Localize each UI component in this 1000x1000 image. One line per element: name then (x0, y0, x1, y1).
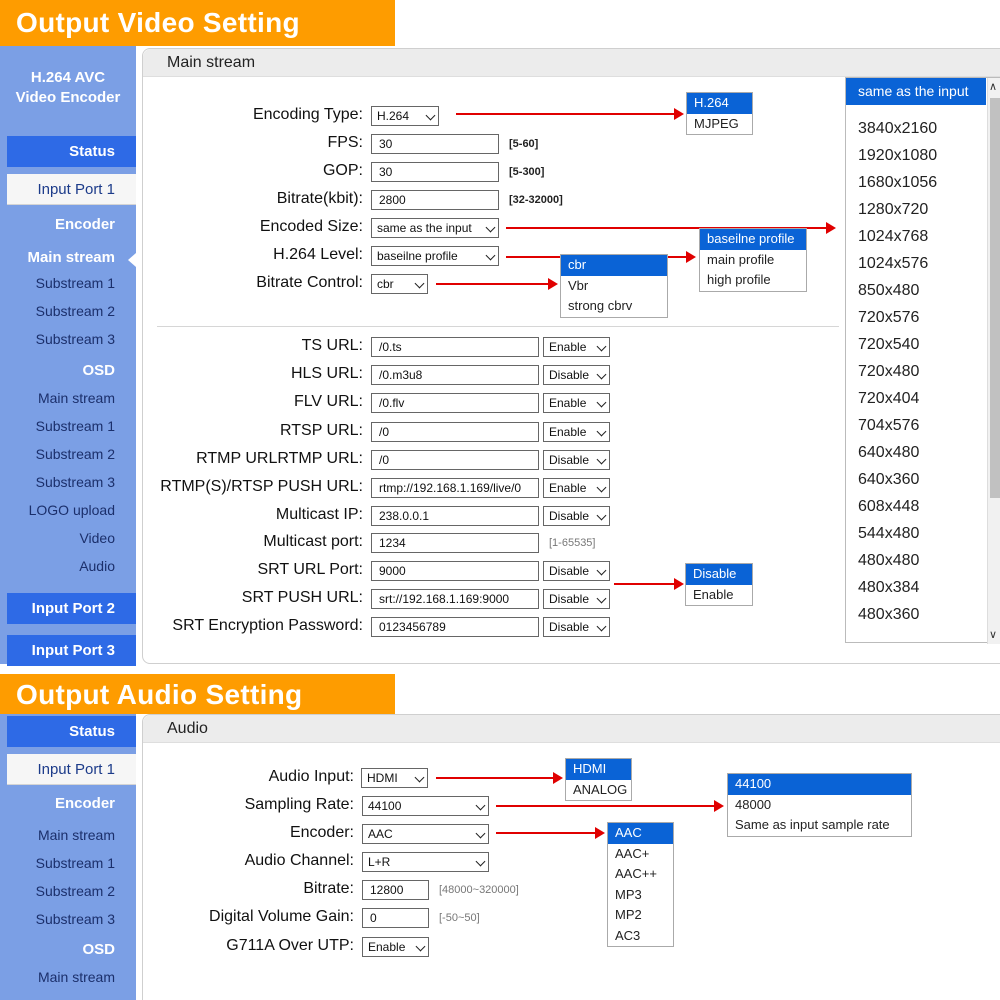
sidebar-osd-substream-2[interactable]: Substream 2 (35, 446, 115, 462)
dropdown-option[interactable]: Disable (686, 564, 752, 585)
audio-encoder-options (607, 822, 674, 947)
encoded-size-option[interactable]: 720x404 (858, 390, 920, 407)
chevron-down-icon (486, 251, 496, 261)
dropdown-option[interactable]: 44100 (728, 774, 911, 795)
fps-input[interactable]: 30 (371, 134, 499, 154)
chevron-down-icon (415, 279, 425, 289)
srt-row-state-select[interactable]: Disable (543, 561, 610, 581)
audio-header: Audio (143, 715, 1000, 743)
sidebar-osd-header[interactable]: OSD (82, 941, 115, 958)
audio-input-select[interactable]: HDMI (361, 768, 428, 788)
encoded-size-option[interactable]: 480x384 (858, 579, 920, 596)
srt-row-label: SRT URL Port: (257, 561, 363, 578)
sidebar-substream-1[interactable]: Substream 1 (35, 275, 115, 291)
dropdown-option[interactable]: strong cbrv (568, 298, 633, 313)
gop-range-hint: [5-300] (509, 166, 545, 178)
sidebar-osd-substream-1[interactable]: Substream 1 (35, 418, 115, 434)
h264-level-label: H.264 Level: (273, 246, 363, 263)
sidebar-logo-upload[interactable]: LOGO upload (28, 502, 115, 518)
dropdown-option[interactable]: 48000 (735, 796, 772, 812)
encoded-size-option[interactable]: 704x576 (858, 417, 920, 434)
encoded-size-option[interactable]: 640x360 (858, 471, 920, 488)
audio-channel-label: Audio Channel: (244, 852, 354, 869)
sidebar-status-button[interactable]: Status (7, 136, 136, 167)
url-row-state-select[interactable]: Enable (543, 337, 610, 357)
url-row-state-select[interactable]: Enable (543, 478, 610, 498)
sidebar-input-port-1[interactable]: Input Port 1 (7, 174, 136, 205)
multicast-port-label: Multicast port: (263, 533, 363, 550)
chevron-down-icon (486, 223, 496, 233)
chevron-down-icon (597, 483, 607, 493)
scroll-up-icon[interactable]: ∧ (989, 81, 998, 93)
chevron-down-icon (476, 801, 486, 811)
dropdown-option[interactable]: Vbr (568, 277, 589, 293)
sampling-rate-label: Sampling Rate: (244, 796, 354, 813)
chevron-down-icon (476, 829, 486, 839)
url-row-state-select[interactable]: Disable (543, 506, 610, 526)
url-row-input[interactable]: /0 (371, 422, 539, 442)
chevron-down-icon (597, 426, 607, 436)
encoded-size-option[interactable]: 720x480 (858, 363, 920, 380)
sidebar-substream-2[interactable]: Substream 2 (35, 883, 115, 899)
sidebar-audio[interactable]: Audio (79, 558, 115, 574)
url-row-state-select[interactable]: Enable (543, 422, 610, 442)
audio-setting-banner: Output Audio Setting (0, 674, 395, 714)
dropdown-option[interactable]: high profile (707, 272, 771, 287)
sidebar-osd-header[interactable]: OSD (82, 362, 115, 379)
encoded-size-select[interactable]: same as the input (371, 218, 499, 238)
url-row-label: TS URL: (301, 337, 363, 354)
dropdown-option[interactable]: AAC++ (615, 866, 657, 881)
audio-channel-select[interactable]: L+R (362, 852, 489, 872)
active-indicator (128, 253, 136, 267)
multicast-port-hint: [1-65535] (549, 537, 596, 549)
chevron-down-icon (416, 942, 426, 952)
h264-level-options (699, 228, 807, 292)
encoded-size-option[interactable]: 1024x576 (858, 255, 929, 272)
sampling-rate-options (727, 773, 912, 837)
chevron-down-icon (426, 111, 436, 121)
encoded-size-option[interactable]: 720x540 (858, 336, 920, 353)
url-row-label: RTMP URLRTMP URL: (196, 449, 363, 467)
arrow-audio-input (436, 777, 561, 779)
encoded-size-option[interactable]: 1024x768 (858, 228, 929, 245)
sidebar-status-button[interactable]: Status (7, 716, 136, 747)
volume-gain-input[interactable]: 0 (362, 908, 429, 928)
encoded-size-option[interactable]: 480x360 (858, 606, 920, 623)
url-row-input[interactable]: rtmp://192.168.1.169/live/0 (371, 478, 539, 498)
gop-input[interactable]: 30 (371, 162, 499, 182)
srt-row-input[interactable]: srt://192.168.1.169:9000 (371, 589, 539, 609)
sidebar-osd-substream-3[interactable]: Substream 3 (35, 474, 115, 490)
dropdown-option[interactable]: MP3 (615, 886, 642, 902)
section-divider (157, 326, 839, 327)
dropdown-option[interactable]: MP2 (615, 907, 642, 922)
encoded-size-label: Encoded Size: (259, 218, 363, 235)
encoding-type-label: Encoding Type: (252, 106, 363, 123)
encoded-size-option[interactable]: 480x480 (858, 552, 920, 569)
dropdown-option[interactable]: AC3 (615, 927, 641, 943)
sidebar-main-stream[interactable]: Main stream (37, 827, 115, 843)
device-title: H.264 AVC Video Encoder (15, 69, 121, 106)
encoded-size-option[interactable]: 544x480 (858, 525, 920, 542)
url-row-input[interactable]: 238.0.0.1 (371, 506, 539, 526)
url-row-label: HLS URL: (290, 365, 363, 383)
h264-level-select[interactable]: baseilne profile (371, 246, 499, 266)
chevron-down-icon (415, 773, 425, 783)
multicast-port-input[interactable]: 1234 (371, 533, 539, 553)
encoded-size-option[interactable]: 1280x720 (858, 201, 929, 218)
encoded-size-option-selected[interactable]: same as the input (846, 78, 986, 105)
scrollbar-thumb[interactable] (990, 98, 1000, 498)
url-row-label: Multicast IP: (275, 506, 363, 524)
sampling-rate-select[interactable]: 44100 (362, 796, 489, 816)
dropdown-option[interactable]: Enable (693, 586, 734, 602)
scroll-down-icon[interactable]: ∨ (989, 629, 998, 641)
url-row-input[interactable]: /0 (371, 450, 539, 470)
sidebar-osd-main-stream[interactable]: Main stream (37, 969, 115, 985)
encoded-size-option[interactable]: 640x480 (858, 444, 920, 461)
sidebar-input-port-3[interactable]: Input Port 3 (7, 635, 136, 666)
g711a-select[interactable]: Enable (362, 937, 429, 957)
chevron-down-icon (597, 370, 607, 380)
srt-row-state-select[interactable]: Disable (543, 617, 610, 637)
sidebar-video (0, 46, 136, 664)
audio-bitrate-hint: [48000~320000] (439, 884, 519, 896)
chevron-down-icon (476, 857, 486, 867)
dropdown-option[interactable]: AAC (608, 823, 673, 844)
audio-input-label: Audio Input: (268, 768, 354, 785)
encoded-size-option[interactable]: 720x576 (858, 309, 920, 326)
video-setting-banner: Output Video Setting (0, 0, 395, 46)
sidebar-audio-section (0, 714, 136, 1000)
srt-row-state-select[interactable]: Disable (543, 589, 610, 609)
dropdown-option[interactable]: main profile (707, 251, 775, 267)
chevron-down-icon (597, 622, 607, 632)
encoded-size-option[interactable]: 1680x1056 (858, 174, 938, 191)
scrollbar[interactable] (987, 78, 1000, 644)
bitrate-range-hint: [32-32000] (509, 194, 563, 206)
dropdown-option[interactable]: ANALOG (573, 781, 628, 797)
sidebar-video[interactable]: Video (79, 530, 115, 546)
encoding-type-select[interactable]: H.264 (371, 106, 439, 126)
url-row-input[interactable]: /0.ts (371, 337, 539, 357)
srt-row-label: SRT PUSH URL: (241, 589, 363, 607)
url-row-state-select[interactable]: Enable (543, 393, 610, 413)
srt-row-input[interactable]: 9000 (371, 561, 539, 581)
dropdown-option[interactable]: Same as input sample rate (735, 817, 890, 832)
bitrate-label: Bitrate(kbit): (276, 190, 363, 207)
arrow-encoding-type (456, 113, 682, 115)
fps-label: FPS: (327, 134, 363, 151)
encoded-size-option[interactable]: 3840x2160 (858, 120, 938, 137)
chevron-down-icon (597, 398, 607, 408)
sidebar-main-stream[interactable]: Main stream (27, 249, 115, 266)
chevron-down-icon (597, 511, 607, 521)
dropdown-option[interactable]: AAC+ (615, 845, 650, 861)
sidebar-substream-3[interactable]: Substream 3 (35, 911, 115, 927)
sidebar-encoder-header[interactable]: Encoder (54, 795, 115, 812)
srt-state-options (685, 563, 753, 606)
sidebar-substream-1[interactable]: Substream 1 (35, 855, 115, 871)
bitrate-control-select[interactable]: cbr (371, 274, 428, 294)
chevron-down-icon (597, 454, 607, 464)
sidebar-substream-3[interactable]: Substream 3 (35, 331, 115, 347)
encoding-type-options (686, 92, 753, 135)
chevron-down-icon (597, 594, 607, 604)
arrow-bitrate-control (436, 283, 556, 285)
encoded-size-option[interactable]: 850x480 (858, 282, 920, 299)
sidebar-input-port-2[interactable]: Input Port 2 (7, 593, 136, 624)
arrow-sampling-rate (496, 805, 722, 807)
g711a-label: G711A Over UTP: (226, 937, 354, 954)
encoded-size-options (845, 77, 1000, 643)
arrow-srt-state (614, 583, 682, 585)
bitrate-control-options (560, 254, 668, 318)
audio-bitrate-input[interactable]: 12800 (362, 880, 429, 900)
dropdown-option[interactable]: H.264 (687, 93, 752, 114)
sidebar-input-port-1[interactable]: Input Port 1 (7, 754, 136, 785)
volume-gain-label: Digital Volume Gain: (209, 908, 354, 925)
dropdown-option[interactable]: baseilne profile (700, 229, 806, 250)
url-row-state-select[interactable]: Disable (543, 365, 610, 385)
bitrate-input[interactable]: 2800 (371, 190, 499, 210)
dropdown-option[interactable]: cbr (561, 255, 667, 276)
bitrate-control-label: Bitrate Control: (256, 274, 363, 291)
url-row-state-select[interactable]: Disable (543, 450, 610, 470)
sidebar-encoder-header[interactable]: Encoder (54, 216, 115, 233)
url-row-input[interactable]: /0.m3u8 (371, 365, 539, 385)
arrow-audio-encoder (496, 832, 603, 834)
srt-row-label: SRT Encryption Password: (172, 617, 363, 635)
url-row-input[interactable]: /0.flv (371, 393, 539, 413)
encoded-size-option[interactable]: 608x448 (858, 498, 920, 515)
encoded-size-option[interactable]: 1920x1080 (858, 147, 938, 164)
url-row-label: RTSP URL: (280, 421, 363, 439)
main-stream-header: Main stream (143, 49, 1000, 77)
chevron-down-icon (597, 566, 607, 576)
dropdown-option[interactable]: MJPEG (694, 115, 739, 131)
fps-range-hint: [5-60] (509, 138, 539, 150)
chevron-down-icon (597, 342, 607, 352)
url-row-label: RTMP(S)/RTSP PUSH URL: (160, 478, 363, 495)
dropdown-option[interactable]: HDMI (566, 759, 631, 780)
srt-row-input[interactable]: 0123456789 (371, 617, 539, 637)
audio-input-options (565, 758, 632, 801)
volume-gain-hint: [-50~50] (439, 912, 480, 924)
audio-encoder-label: Encoder: (289, 824, 354, 841)
audio-encoder-select[interactable]: AAC (362, 824, 489, 844)
sidebar-osd-main-stream[interactable]: Main stream (37, 390, 115, 406)
sidebar-substream-2[interactable]: Substream 2 (35, 303, 115, 319)
gop-label: GOP: (322, 162, 363, 179)
audio-bitrate-label: Bitrate: (303, 880, 354, 897)
url-row-label: FLV URL: (293, 393, 363, 411)
